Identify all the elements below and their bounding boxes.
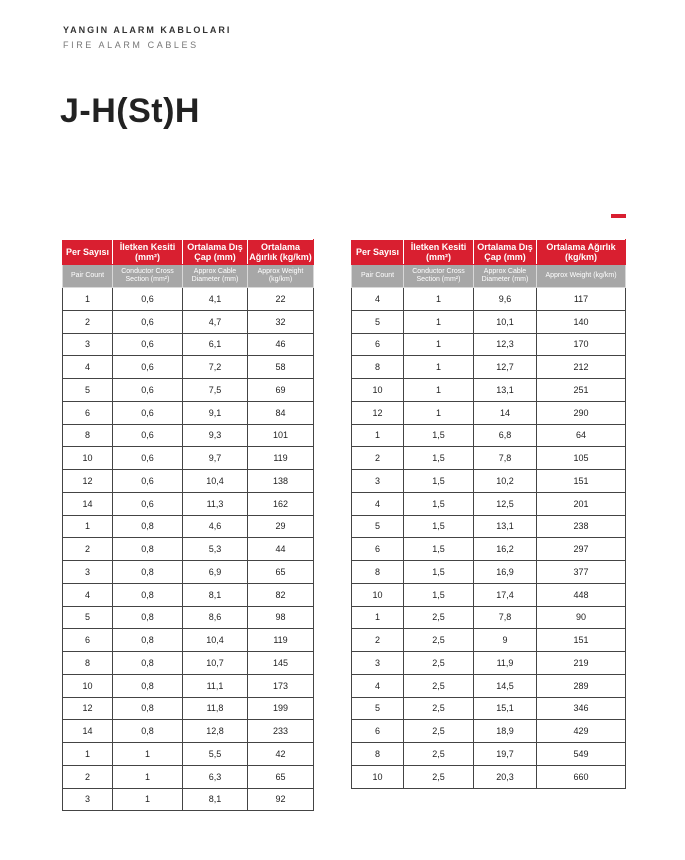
cell-diameter: 20,3: [474, 765, 537, 788]
cell-weight: 105: [537, 447, 626, 470]
cell-pair-count: 1: [352, 424, 404, 447]
table-row: [352, 401, 626, 424]
cell-pair-count: 12: [63, 470, 113, 493]
cell-diameter: 10,4: [183, 629, 248, 652]
category-title-tr: YANGIN ALARM KABLOLARI: [63, 25, 232, 35]
cell-weight: 65: [248, 561, 314, 584]
cell-pair-count: 6: [352, 538, 404, 561]
cell-weight: 42: [248, 743, 314, 766]
cell-pair-count: 5: [352, 697, 404, 720]
cell-diameter: 7,5: [183, 379, 248, 402]
cell-weight: 377: [537, 561, 626, 584]
cell-weight: 290: [537, 401, 626, 424]
table-row: [63, 447, 314, 470]
cell-weight: 173: [248, 674, 314, 697]
table-row: [63, 583, 314, 606]
table-row: [63, 652, 314, 675]
table-row: [63, 720, 314, 743]
cell-conductor-section: 2,5: [404, 629, 474, 652]
cell-conductor-section: 2,5: [404, 743, 474, 766]
table-row: [63, 629, 314, 652]
cell-diameter: 7,8: [474, 606, 537, 629]
table-row: [63, 788, 314, 811]
table-row: [352, 515, 626, 538]
table-row: [63, 561, 314, 584]
cell-conductor-section: 1,5: [404, 583, 474, 606]
cell-pair-count: 8: [352, 356, 404, 379]
cell-pair-count: 1: [63, 288, 113, 311]
table-row: [63, 470, 314, 493]
cell-diameter: 18,9: [474, 720, 537, 743]
cell-diameter: 13,1: [474, 515, 537, 538]
cell-diameter: 5,5: [183, 743, 248, 766]
cell-diameter: 10,7: [183, 652, 248, 675]
cell-pair-count: 8: [352, 561, 404, 584]
cell-diameter: 13,1: [474, 379, 537, 402]
table-row: [352, 697, 626, 720]
cell-diameter: 16,2: [474, 538, 537, 561]
cell-pair-count: 2: [63, 310, 113, 333]
cell-conductor-section: 0,6: [113, 333, 183, 356]
table-row: [352, 629, 626, 652]
cell-conductor-section: 0,8: [113, 674, 183, 697]
table-row: [352, 310, 626, 333]
cell-pair-count: 4: [63, 356, 113, 379]
cell-pair-count: 4: [352, 492, 404, 515]
cell-conductor-section: 1,5: [404, 492, 474, 515]
table-row: [63, 401, 314, 424]
table-row: [352, 743, 626, 766]
table-row: [352, 765, 626, 788]
cell-pair-count: 5: [63, 379, 113, 402]
cell-weight: 101: [248, 424, 314, 447]
cell-diameter: 7,8: [474, 447, 537, 470]
cell-conductor-section: 0,6: [113, 447, 183, 470]
cell-diameter: 12,3: [474, 333, 537, 356]
cell-conductor-section: 2,5: [404, 720, 474, 743]
cell-conductor-section: 2,5: [404, 674, 474, 697]
cell-conductor-section: 1: [113, 765, 183, 788]
cell-pair-count: 5: [352, 515, 404, 538]
cell-conductor-section: 2,5: [404, 697, 474, 720]
col-header-diameter: Ortalama Dış Çap (mm): [474, 240, 537, 265]
col-header-pair-count: Per Sayısı: [63, 240, 113, 265]
cell-conductor-section: 0,6: [113, 470, 183, 493]
cell-diameter: 11,8: [183, 697, 248, 720]
cell-conductor-section: 0,8: [113, 606, 183, 629]
cell-pair-count: 12: [63, 697, 113, 720]
cell-pair-count: 12: [352, 401, 404, 424]
cell-diameter: 16,9: [474, 561, 537, 584]
cell-conductor-section: 0,6: [113, 379, 183, 402]
cell-conductor-section: 1: [404, 333, 474, 356]
col-subheader-pair-count: Pair Count: [63, 265, 113, 288]
cell-conductor-section: 0,8: [113, 629, 183, 652]
cell-pair-count: 10: [352, 583, 404, 606]
cell-pair-count: 6: [352, 333, 404, 356]
cell-conductor-section: 0,6: [113, 401, 183, 424]
cell-conductor-section: 0,8: [113, 697, 183, 720]
cell-conductor-section: 1: [113, 743, 183, 766]
cell-diameter: 19,7: [474, 743, 537, 766]
table-row: [63, 288, 314, 311]
cell-diameter: 9,3: [183, 424, 248, 447]
table-header-tr: [352, 240, 626, 265]
cell-weight: 119: [248, 629, 314, 652]
cell-pair-count: 3: [63, 561, 113, 584]
table-row: [63, 697, 314, 720]
cell-pair-count: 14: [63, 492, 113, 515]
table-row: [63, 515, 314, 538]
table-row: [352, 652, 626, 675]
table-row: [352, 356, 626, 379]
cell-conductor-section: 1,5: [404, 470, 474, 493]
table-row: [352, 538, 626, 561]
cell-conductor-section: 1: [113, 788, 183, 811]
cell-diameter: 12,8: [183, 720, 248, 743]
cell-conductor-section: 1: [404, 288, 474, 311]
cell-weight: 92: [248, 788, 314, 811]
cell-weight: 22: [248, 288, 314, 311]
cell-pair-count: 1: [63, 743, 113, 766]
col-subheader-diameter: Approx Cable Diameter (mm): [183, 265, 248, 288]
cell-conductor-section: 2,5: [404, 652, 474, 675]
cell-weight: 201: [537, 492, 626, 515]
cell-weight: 44: [248, 538, 314, 561]
table-row: [352, 424, 626, 447]
table-row: [63, 743, 314, 766]
table-row: [352, 333, 626, 356]
cell-diameter: 7,2: [183, 356, 248, 379]
cell-pair-count: 14: [63, 720, 113, 743]
table-row: [352, 379, 626, 402]
cell-diameter: 6,9: [183, 561, 248, 584]
cell-weight: 219: [537, 652, 626, 675]
cell-diameter: 6,1: [183, 333, 248, 356]
cell-diameter: 4,1: [183, 288, 248, 311]
table-row: [352, 288, 626, 311]
cell-weight: 199: [248, 697, 314, 720]
cell-weight: 138: [248, 470, 314, 493]
table-row: [63, 379, 314, 402]
cell-pair-count: 5: [352, 310, 404, 333]
cell-diameter: 14,5: [474, 674, 537, 697]
cell-diameter: 4,7: [183, 310, 248, 333]
cell-weight: 212: [537, 356, 626, 379]
cell-conductor-section: 1: [404, 356, 474, 379]
cell-diameter: 8,1: [183, 583, 248, 606]
cell-diameter: 9: [474, 629, 537, 652]
table-row: [63, 538, 314, 561]
col-header-diameter: Ortalama Dış Çap (mm): [183, 240, 248, 265]
table-row: [352, 492, 626, 515]
cell-diameter: 10,2: [474, 470, 537, 493]
table-header-en: [63, 265, 314, 288]
cell-conductor-section: 1,5: [404, 447, 474, 470]
col-subheader-pair-count: Pair Count: [352, 265, 404, 288]
cell-diameter: 10,4: [183, 470, 248, 493]
cell-conductor-section: 0,6: [113, 424, 183, 447]
cell-pair-count: 1: [63, 515, 113, 538]
accent-bar: [611, 214, 626, 218]
spec-table-right: [351, 239, 626, 789]
cell-diameter: 11,3: [183, 492, 248, 515]
cell-diameter: 9,7: [183, 447, 248, 470]
cell-weight: 69: [248, 379, 314, 402]
cell-pair-count: 6: [63, 629, 113, 652]
cell-pair-count: 10: [352, 379, 404, 402]
product-title: J-H(St)H: [60, 92, 200, 130]
cell-weight: 151: [537, 629, 626, 652]
col-header-conductor-section: İletken Kesiti (mm²): [404, 240, 474, 265]
cell-pair-count: 4: [352, 674, 404, 697]
cell-conductor-section: 2,5: [404, 765, 474, 788]
cell-diameter: 8,1: [183, 788, 248, 811]
cell-weight: 117: [537, 288, 626, 311]
cell-pair-count: 2: [63, 765, 113, 788]
table-row: [352, 583, 626, 606]
cell-conductor-section: 1,5: [404, 561, 474, 584]
table-row: [63, 310, 314, 333]
cell-diameter: 4,6: [183, 515, 248, 538]
col-subheader-weight: Approx Weight (kg/km): [537, 265, 626, 288]
cell-weight: 29: [248, 515, 314, 538]
cell-weight: 82: [248, 583, 314, 606]
col-subheader-conductor-section: Conductor Cross Section (mm²): [404, 265, 474, 288]
cell-weight: 64: [537, 424, 626, 447]
col-header-conductor-section: İletken Kesiti (mm²): [113, 240, 183, 265]
cell-pair-count: 3: [63, 333, 113, 356]
cell-pair-count: 2: [63, 538, 113, 561]
cell-conductor-section: 0,8: [113, 583, 183, 606]
cell-pair-count: 2: [352, 447, 404, 470]
cell-weight: 46: [248, 333, 314, 356]
cell-conductor-section: 1,5: [404, 424, 474, 447]
cell-pair-count: 5: [63, 606, 113, 629]
cell-weight: 32: [248, 310, 314, 333]
cell-pair-count: 6: [352, 720, 404, 743]
cell-pair-count: 3: [352, 470, 404, 493]
table-row: [63, 765, 314, 788]
cell-pair-count: 4: [352, 288, 404, 311]
cell-diameter: 12,7: [474, 356, 537, 379]
col-subheader-conductor-section: Conductor Cross Section (mm²): [113, 265, 183, 288]
cell-weight: 297: [537, 538, 626, 561]
cell-diameter: 8,6: [183, 606, 248, 629]
cell-weight: 170: [537, 333, 626, 356]
table-header-tr: [63, 240, 314, 265]
cell-diameter: 17,4: [474, 583, 537, 606]
cell-diameter: 15,1: [474, 697, 537, 720]
cell-weight: 151: [537, 470, 626, 493]
cell-pair-count: 3: [352, 652, 404, 675]
table-row: [63, 356, 314, 379]
cell-conductor-section: 1: [404, 401, 474, 424]
table-row: [352, 447, 626, 470]
cell-pair-count: 8: [63, 424, 113, 447]
cell-diameter: 6,8: [474, 424, 537, 447]
table-header-en: [352, 265, 626, 288]
cell-conductor-section: 0,8: [113, 515, 183, 538]
cell-conductor-section: 0,8: [113, 538, 183, 561]
cell-conductor-section: 2,5: [404, 606, 474, 629]
cell-conductor-section: 1: [404, 379, 474, 402]
cell-weight: 119: [248, 447, 314, 470]
col-header-weight: Ortalama Ağırlık (kg/km): [248, 240, 314, 265]
table-row: [63, 333, 314, 356]
cell-diameter: 5,3: [183, 538, 248, 561]
cell-pair-count: 2: [352, 629, 404, 652]
cell-weight: 65: [248, 765, 314, 788]
cell-pair-count: 10: [63, 674, 113, 697]
cell-diameter: 6,3: [183, 765, 248, 788]
cell-weight: 162: [248, 492, 314, 515]
col-header-pair-count: Per Sayısı: [352, 240, 404, 265]
cell-weight: 429: [537, 720, 626, 743]
cell-weight: 251: [537, 379, 626, 402]
cell-weight: 140: [537, 310, 626, 333]
cell-weight: 346: [537, 697, 626, 720]
cell-diameter: 11,9: [474, 652, 537, 675]
table-row: [352, 674, 626, 697]
cell-pair-count: 10: [63, 447, 113, 470]
cell-pair-count: 4: [63, 583, 113, 606]
table-row: [352, 720, 626, 743]
cell-conductor-section: 1,5: [404, 538, 474, 561]
cell-conductor-section: 0,6: [113, 492, 183, 515]
category-title-en: FIRE ALARM CABLES: [63, 40, 199, 50]
cell-weight: 233: [248, 720, 314, 743]
cell-pair-count: 10: [352, 765, 404, 788]
cell-diameter: 14: [474, 401, 537, 424]
cell-weight: 549: [537, 743, 626, 766]
cell-conductor-section: 1,5: [404, 515, 474, 538]
cell-conductor-section: 1: [404, 310, 474, 333]
cell-pair-count: 8: [63, 652, 113, 675]
table-row: [63, 606, 314, 629]
cell-conductor-section: 0,8: [113, 720, 183, 743]
cell-weight: 660: [537, 765, 626, 788]
table-row: [63, 492, 314, 515]
cell-weight: 90: [537, 606, 626, 629]
table-row: [352, 606, 626, 629]
table-row: [352, 561, 626, 584]
cell-diameter: 12,5: [474, 492, 537, 515]
cell-weight: 84: [248, 401, 314, 424]
cell-pair-count: 1: [352, 606, 404, 629]
cell-weight: 289: [537, 674, 626, 697]
cell-weight: 238: [537, 515, 626, 538]
col-subheader-diameter: Approx Cable Diameter (mm): [474, 265, 537, 288]
cell-weight: 448: [537, 583, 626, 606]
spec-table-left: [62, 239, 314, 811]
cell-weight: 145: [248, 652, 314, 675]
cell-conductor-section: 0,6: [113, 356, 183, 379]
cell-pair-count: 8: [352, 743, 404, 766]
cell-conductor-section: 0,6: [113, 310, 183, 333]
cell-weight: 98: [248, 606, 314, 629]
table-row: [63, 424, 314, 447]
cell-pair-count: 6: [63, 401, 113, 424]
cell-pair-count: 3: [63, 788, 113, 811]
table-row: [352, 470, 626, 493]
cell-conductor-section: 0,8: [113, 652, 183, 675]
cell-diameter: 10,1: [474, 310, 537, 333]
cell-weight: 58: [248, 356, 314, 379]
col-header-weight: Ortalama Ağırlık (kg/km): [537, 240, 626, 265]
cell-diameter: 9,6: [474, 288, 537, 311]
table-row: [63, 674, 314, 697]
cell-diameter: 11,1: [183, 674, 248, 697]
cell-diameter: 9,1: [183, 401, 248, 424]
cell-conductor-section: 0,8: [113, 561, 183, 584]
col-subheader-weight: Approx Weight (kg/km): [248, 265, 314, 288]
cell-conductor-section: 0,6: [113, 288, 183, 311]
